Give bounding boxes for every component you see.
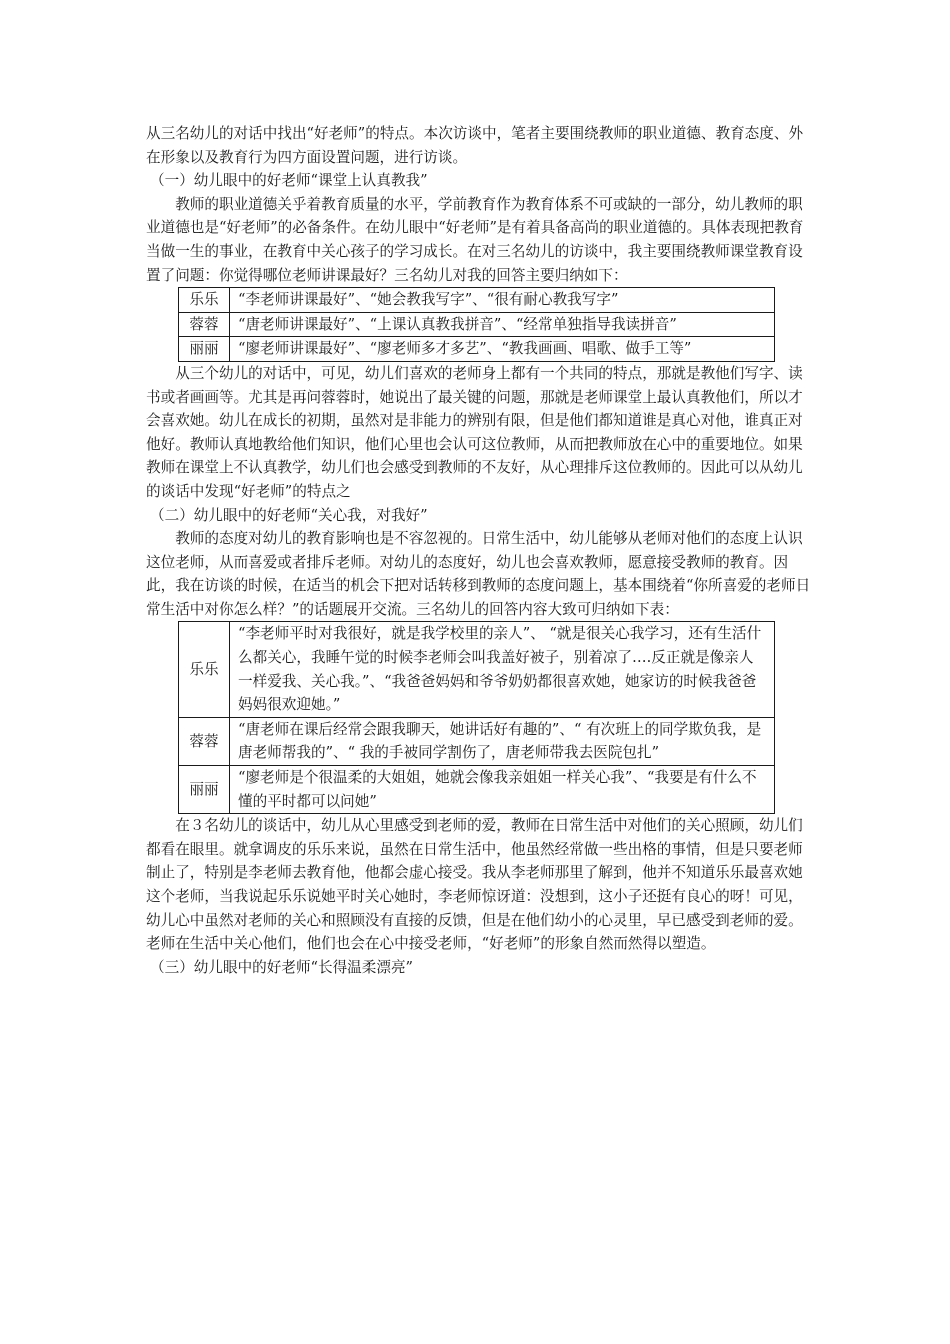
answer-cell: “唐老师在课后经常会跟我聊天，她讲话好有趣的”、“ 有次班上的同学欺负我，是唐老师帮我的”、“ 我的手被同学割伤了，唐老师带我去医院包扎” xyxy=(230,717,775,765)
table-row xyxy=(179,288,775,313)
table-teacher-attitude xyxy=(178,621,775,814)
table-row xyxy=(179,337,775,362)
child-name-cell: 蓉蓉 xyxy=(179,717,230,765)
answer-cell: “廖老师讲课最好”、“廖老师多才多艺”、“教我画画、唱歌、做手工等” xyxy=(230,337,775,362)
child-name-cell: 乐乐 xyxy=(179,622,230,717)
table-classroom-teaching xyxy=(178,287,775,362)
child-name-cell: 蓉蓉 xyxy=(179,312,230,337)
table-row xyxy=(179,766,775,814)
section1-paragraph-2: 从三个幼儿的对话中，可见，幼儿们喜欢的老师身上都有一个共同的特点，那就是教他们写字、读书或者画画等。尤其是再问蓉蓉时，她说出了最关键的问题，那就是老师课堂上最认真教他们，所以才会喜欢她。幼儿在成长的初期，虽然对是非能力的辨别有限，但是他们都知道谁是真心对他，谁真正对他好。教师认真地教给他们知识，他们心里也会认可这位教师，从而把教师放在心中的重要地位。如果教师在课堂上不认真教学，幼儿们也会感受到教师的不友好，从心理排斥这位教师的。因此可以从幼儿的谈话中发现“好老师”的特点之 xyxy=(146,364,803,500)
child-name-cell: 丽丽 xyxy=(179,766,230,814)
intro-paragraph: 从三名幼儿的对话中找出“好老师”的特点。本次访谈中，笔者主要围绕教师的职业道德、教育态度、外在形象以及教育行为四方面设置问题，进行访谈。 xyxy=(146,125,804,166)
child-name-cell: 乐乐 xyxy=(179,288,230,313)
section-heading-1: （一）幼儿眼中的好老师“课堂上认真教我” xyxy=(150,172,428,190)
table-row xyxy=(179,717,775,765)
table-row xyxy=(179,622,775,717)
section-heading-3: （三）幼儿眼中的好老师“长得温柔漂亮” xyxy=(150,958,414,976)
section1-paragraph-1: 教师的职业道德关乎着教育质量的水平，学前教育作为教育体系不可或缺的一部分，幼儿教师的职业道德也是“好老师”的必备条件。在幼儿眼中“好老师”是有着具备高尚的职业道德的。具体表现把教育当做一生的事业，在教育中关心孩子的学习成长。在对三名幼儿的访谈中，我主要围绕教师课堂教育设置了问题：你觉得哪位老师讲课最好？三名幼儿对我的回答主要归纳如下： xyxy=(146,195,804,284)
document-page xyxy=(146,122,811,979)
section-heading-2: （二）幼儿眼中的好老师“关心我，对我好” xyxy=(150,506,428,524)
section2-paragraph-2: 在３名幼儿的谈话中，幼儿从心里感受到老师的爱，教师在日常生活中对他们的关心照顾，幼儿们都看在眼里。就拿调皮的乐乐来说，虽然在日常生活中，他虽然经常做一些出格的事情，但是只要老师制止了，特别是李老师去教育他，他都会虚心接受。我从李老师那里了解到，他并不知道乐乐最喜欢她这个老师，当我说起乐乐说她平时关心她时，李老师惊讶道：没想到，这小子还挺有良心的呀！可见，幼儿心中虽然对老师的关心和照顾没有直接的反馈，但是在他们幼小的心灵里，早已感受到老师的爱。老师在生活中关心他们，他们也会在心中接受老师，“好老师”的形象自然而然得以塑造。 xyxy=(146,817,803,953)
section2-paragraph-1: 教师的态度对幼儿的教育影响也是不容忽视的。日常生活中，幼儿能够从老师对他们的态度上认识这位老师，从而喜爱或者排斥老师。对幼儿的态度好，幼儿也会喜欢教师，愿意接受教师的教育。因此，我在访谈的时候，在适当的机会下把对话转移到教师的态度问题上，基本围绕着“你所喜爱的老师日常生活中对你怎么样？”的话题展开交流。三名幼儿的回答内容大致可归纳如下表： xyxy=(146,530,811,618)
table-row xyxy=(179,312,775,337)
answer-cell: “李老师讲课最好”、“她会教我写字”、“很有耐心教我写字” xyxy=(230,288,775,313)
answer-cell: “廖老师是个很温柔的大姐姐，她就会像我亲姐姐一样关心我”、“我要是有什么不懂的平时都可以问她” xyxy=(230,766,775,814)
answer-cell: “李老师平时对我很好，就是我学校里的亲人”、 “就是很关心我学习，还有生活什么都关心，我睡午觉的时候李老师会叫我盖好被子，别着凉了….反正就是像亲人一样爱我、关心我。”、“我爸爸妈妈和爷爷奶奶都很喜欢她，她家访的时候我爸爸妈妈很欢迎她。” xyxy=(230,622,775,717)
answer-cell: “唐老师讲课最好”、“上课认真教我拼音”、“经常单独指导我读拼音” xyxy=(230,312,775,337)
child-name-cell: 丽丽 xyxy=(179,337,230,362)
